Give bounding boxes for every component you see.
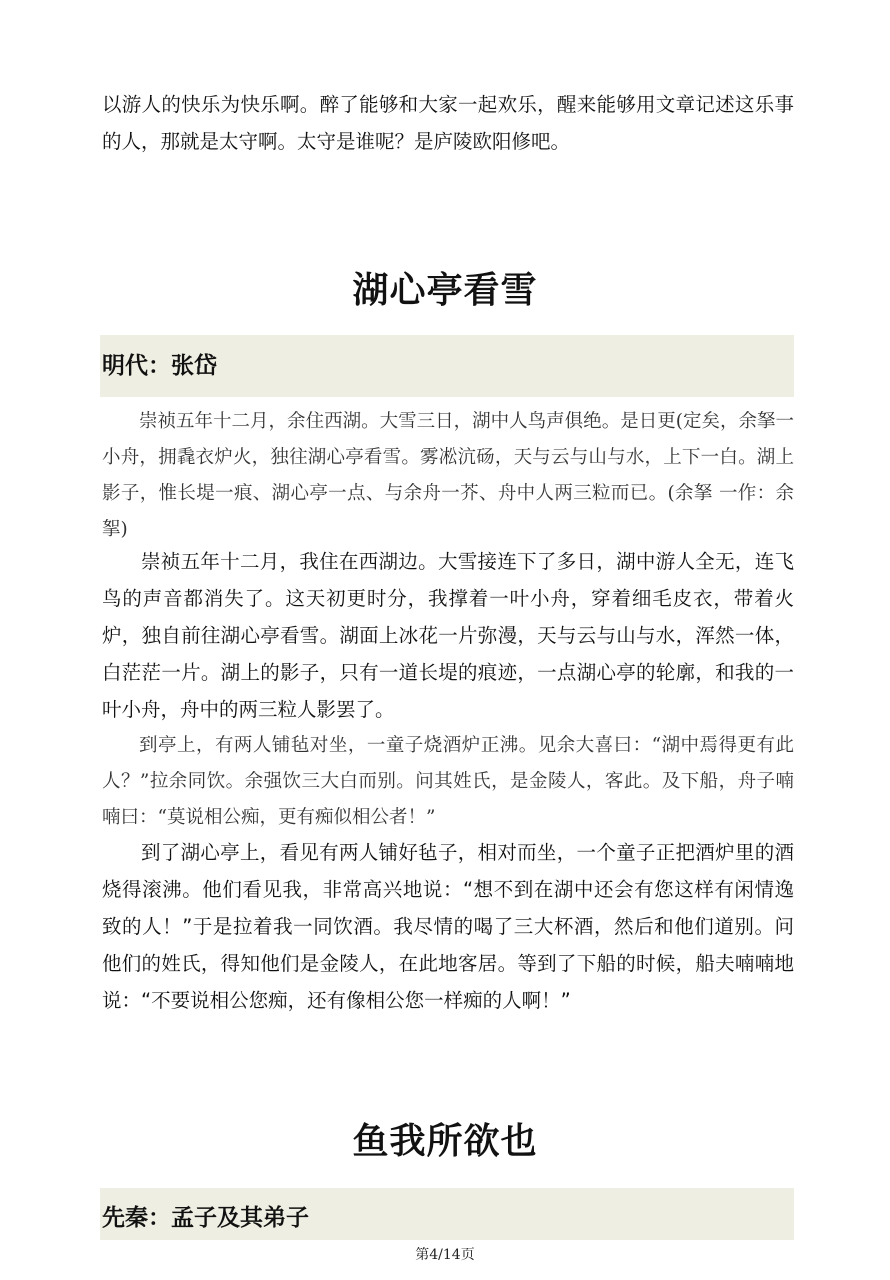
translation-paragraph-1: 崇祯五年十二月，我住在西湖边。大雪接连下了多日，湖中游人全无，连飞鸟的声音都消失了。这天初更时分，我撑着一叶小舟，穿着细毛皮衣，带着火炉，独自前往湖心亭看雪。湖面上冰花一片弥漫，天与云与山与水，浑然一体，白茫茫一片。湖上的影子，只有一道长堤的痕迹，一点湖心亭的轮廓，和我的一叶小舟，舟中的两三粒人影罢了。 bbox=[102, 550, 794, 721]
author-label: 先秦：孟子及其弟子 bbox=[102, 1205, 309, 1231]
author-bar-yuwosuoyuye bbox=[100, 1188, 794, 1240]
intro-paragraph: 以游人的快乐为快乐啊。醉了能够和大家一起欢乐，醒来能够用文章记述这乐事的人，那就是太守啊。太守是谁呢？是庐陵欧阳修吧。 bbox=[102, 93, 794, 153]
author-bar-huxinting bbox=[100, 335, 794, 397]
page-number: 第4/14页 bbox=[415, 1247, 475, 1263]
original-text-paragraph-2: 到亭上，有两人铺毡对坐，一童子烧酒炉正沸。见余大喜曰：“湖中焉得更有此人？”拉余同饮。余强饮三大白而别。问其姓氏，是金陵人，客此。及下船，舟子喃喃曰：“莫说相公痴，更有痴似相公者！” bbox=[102, 735, 794, 828]
section-title-yuwosuoyuye: 鱼我所欲也 bbox=[352, 1121, 538, 1162]
section-title-huxinting: 湖心亭看雪 bbox=[352, 270, 538, 311]
author-label: 明代：张岱 bbox=[102, 353, 217, 379]
translation-paragraph-2: 到了湖心亭上，看见有两人铺好毡子，相对而坐，一个童子正把酒炉里的酒烧得滚沸。他们看见我，非常高兴地说：“想不到在湖中还会有您这样有闲情逸致的人！”于是拉着我一同饮酒。我尽情的喝了三大杯酒，然后和他们道别。问他们的姓氏，得知他们是金陵人，在此地客居。等到了下船的时候，船夫喃喃地说：“不要说相公您痴，还有像相公您一样痴的人啊！” bbox=[102, 841, 794, 1012]
original-text-paragraph-1: 崇祯五年十二月，余住西湖。大雪三日，湖中人鸟声俱绝。是日更(定矣，余拏一小舟，拥毳衣炉火，独往湖心亭看雪。雾凇沆砀，天与云与山与水，上下一白。湖上影子，惟长堤一痕、湖心亭一点、与余舟一芥、舟中人两三粒而已。(余拏 一作：余挐) bbox=[102, 411, 794, 540]
